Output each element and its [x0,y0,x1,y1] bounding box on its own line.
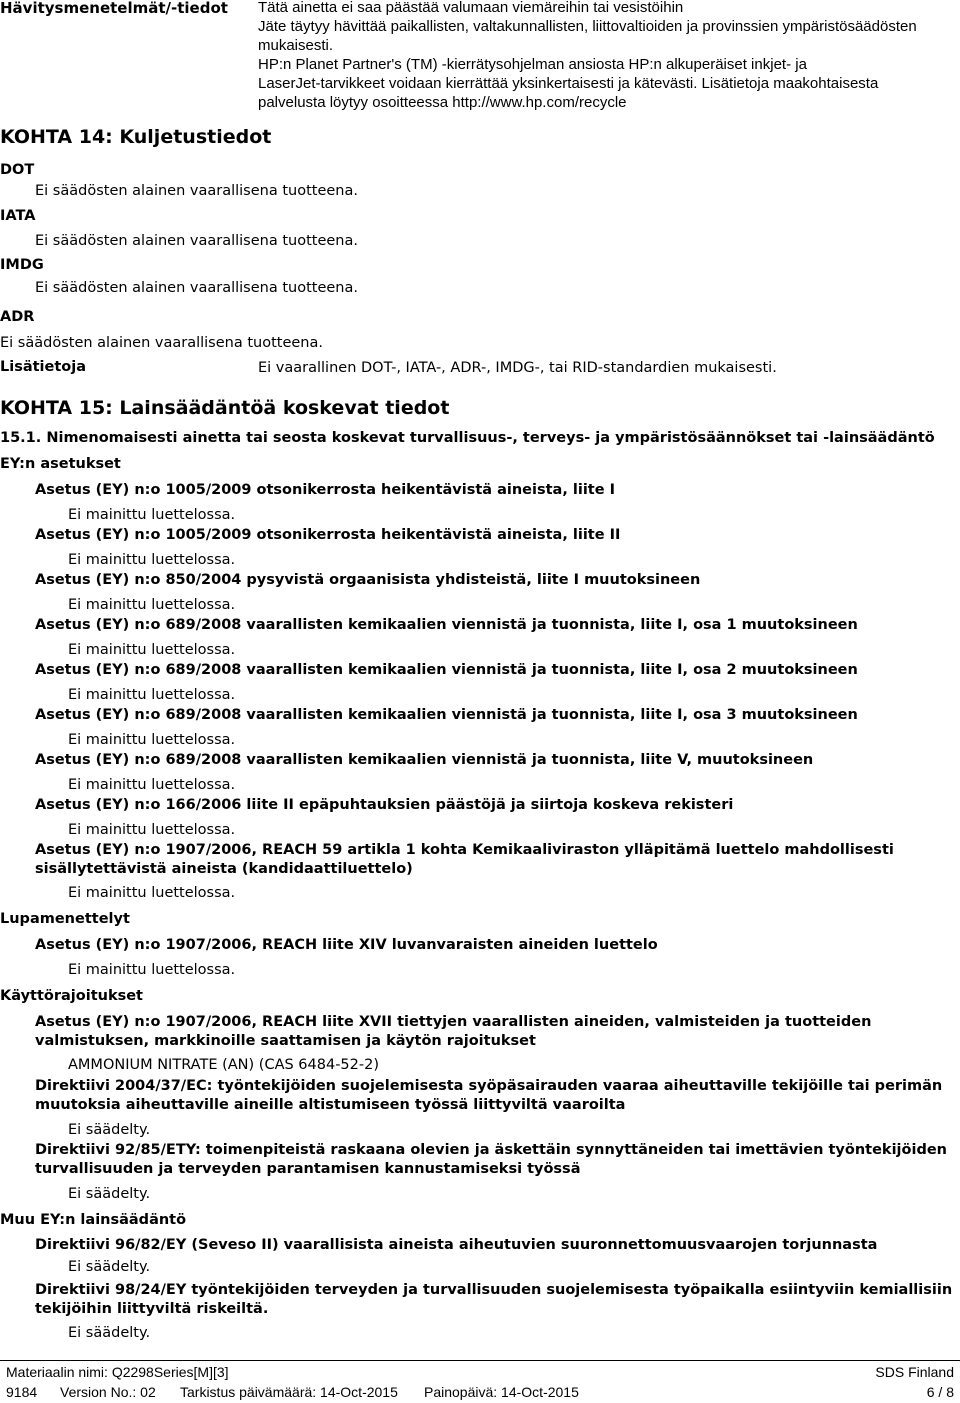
regulation-status: Ei mainittu luettelossa. [68,597,236,613]
regulation-status: Ei mainittu luettelossa. [68,687,236,703]
directive-status: Ei säädelty. [68,1186,151,1202]
disposal-line-5: LaserJet-tarvikkeet voidaan kierrättää yksinkertaisesti ja kätevästi. Lisätietoja maakohtaisesta [258,75,879,92]
footer-material-name: Materiaalin nimi: Q2298Series[M][3] [6,1364,229,1380]
restrictions-label: Käyttörajoitukset [0,988,143,1004]
footer-doc-number: 9184 [6,1384,38,1400]
footer-version: Version No.: 02 [60,1384,156,1400]
regulation-status: Ei mainittu luettelossa. [68,885,236,901]
directive-item: Direktiivi 98/24/EY työntekijöiden terveyden ja turvallisuuden suojelemisesta työpaikalla esiintyviin kemiallisiin [35,1282,953,1298]
disposal-line-3: mukaisesti. [258,37,334,54]
directive-status: Ei säädelty. [68,1325,151,1341]
disposal-label: Hävitysmenetelmät/-tiedot [0,0,228,17]
directive-item-continued: tekijöihin liittyviltä riskeiltä. [35,1301,269,1317]
regulation-item: Asetus (EY) n:o 1907/2006, REACH liite XVII tiettyjen vaarallisten aineiden, valmisteiden ja tuotteiden [35,1014,872,1030]
regulation-status: AMMONIUM NITRATE (AN) (CAS 6484-52-2) [68,1057,379,1073]
eu-regulations-label: EY:n asetukset [0,456,121,472]
regulation-status: Ei mainittu luettelossa. [68,962,236,978]
regulation-status: Ei mainittu luettelossa. [68,732,236,748]
disposal-line-6: palvelusta löytyy osoitteessa http://www.hp.com/recycle [258,94,627,111]
subsection-15-1: 15.1. Nimenomaisesti ainetta tai seosta koskevat turvallisuus-, terveys- ja ympäristösäännökset tai -lainsäädäntö [0,430,935,446]
regulation-status: Ei mainittu luettelossa. [68,822,236,838]
footer-page-number: 6 / 8 [926,1384,954,1400]
footer-sds-label: SDS Finland [875,1364,954,1380]
imdg-value: Ei säädösten alainen vaarallisena tuotteena. [35,280,358,296]
regulation-item: Asetus (EY) n:o 689/2008 vaarallisten kemikaalien viennistä ja tuonnista, liite V, muutoksineen [35,752,814,768]
directive-status: Ei säädelty. [68,1259,151,1275]
directive-item-continued: muutoksia aiheuttaville aineille altistumiseen työssä liittyviltä vaaroilta [35,1097,626,1113]
regulation-status: Ei mainittu luettelossa. [68,642,236,658]
regulation-item: Asetus (EY) n:o 1005/2009 otsonikerrosta heikentävistä aineista, liite II [35,527,621,543]
regulation-item: Asetus (EY) n:o 689/2008 vaarallisten kemikaalien viennistä ja tuonnista, liite I, osa 3 muutoksineen [35,707,858,723]
footer-rule [0,1360,960,1361]
adr-value: Ei säädösten alainen vaarallisena tuotteena. [0,335,323,351]
regulation-item-continued: valmistuksen, markkinoille saattamisen ja käytön rajoitukset [35,1033,536,1049]
additional-info-value: Ei vaarallinen DOT-, IATA-, ADR-, IMDG-, tai RID-standardien mukaisesti. [258,360,777,376]
footer-revision-date: Tarkistus päivämäärä: 14-Oct-2015 [180,1384,398,1400]
regulation-item: Asetus (EY) n:o 689/2008 vaarallisten kemikaalien viennistä ja tuonnista, liite I, osa 2 muutoksineen [35,662,858,678]
section-15-heading: KOHTA 15: Lainsäädäntöä koskevat tiedot [0,397,450,419]
regulation-item: Asetus (EY) n:o 1005/2009 otsonikerrosta heikentävistä aineista, liite I [35,482,616,498]
additional-info-label: Lisätietoja [0,359,87,375]
regulation-item: Asetus (EY) n:o 166/2006 liite II epäpuhtauksien päästöjä ja siirtoja koskeva rekisteri [35,797,734,813]
iata-label: IATA [0,208,36,224]
dot-value: Ei säädösten alainen vaarallisena tuotteena. [35,183,358,199]
regulation-status: Ei mainittu luettelossa. [68,777,236,793]
iata-value: Ei säädösten alainen vaarallisena tuotteena. [35,233,358,249]
regulation-item: Asetus (EY) n:o 1907/2006, REACH liite XIV luvanvaraisten aineiden luettelo [35,937,658,953]
regulation-status: Ei mainittu luettelossa. [68,552,236,568]
disposal-line-1: Tätä ainetta ei saa päästää valumaan viemäreihin tai vesistöihin [258,0,684,16]
regulation-item: Asetus (EY) n:o 850/2004 pysyvistä orgaanisista yhdisteistä, liite I muutoksineen [35,572,701,588]
directive-item-continued: turvallisuuden ja terveyden parantamisen kannustamiseksi työssä [35,1161,581,1177]
disposal-line-4: HP:n Planet Partner's (TM) -kierrätysohjelman ansiosta HP:n alkuperäiset inkjet- ja [258,56,807,73]
regulation-item: Asetus (EY) n:o 689/2008 vaarallisten kemikaalien viennistä ja tuonnista, liite I, osa 1 muutoksineen [35,617,858,633]
section-14-heading: KOHTA 14: Kuljetustiedot [0,126,272,148]
disposal-line-2: Jäte täytyy hävittää paikallisten, valtakunnallisten, liittovaltioiden ja provinssien ympäristösäädösten [258,18,917,35]
regulation-item: Asetus (EY) n:o 1907/2006, REACH 59 artikla 1 kohta Kemikaaliviraston ylläpitämä luettelo mahdollisesti [35,842,894,858]
other-eu-legislation-label: Muu EY:n lainsäädäntö [0,1212,187,1228]
adr-label: ADR [0,309,35,325]
directive-item: Direktiivi 96/82/EY (Seveso II) vaarallisista aineista aiheutuvien suuronnettomuusvaarojen torjunnasta [35,1237,878,1253]
directive-item: Direktiivi 2004/37/EC: työntekijöiden suojelemisesta syöpäsairauden vaaraa aiheuttaville tekijöille tai perimän [35,1078,943,1094]
footer-print-date: Painopäivä: 14-Oct-2015 [424,1384,579,1400]
imdg-label: IMDG [0,257,44,273]
authorisation-label: Lupamenettelyt [0,911,130,927]
regulation-status: Ei mainittu luettelossa. [68,507,236,523]
directive-status: Ei säädelty. [68,1122,151,1138]
directive-item: Direktiivi 92/85/ETY: toimenpiteistä raskaana olevien ja äskettäin synnyttäneiden tai imettävien työntekijöiden [35,1142,947,1158]
regulation-item-continued: sisällytettävistä aineista (kandidaattiluettelo) [35,861,413,877]
dot-label: DOT [0,162,35,178]
